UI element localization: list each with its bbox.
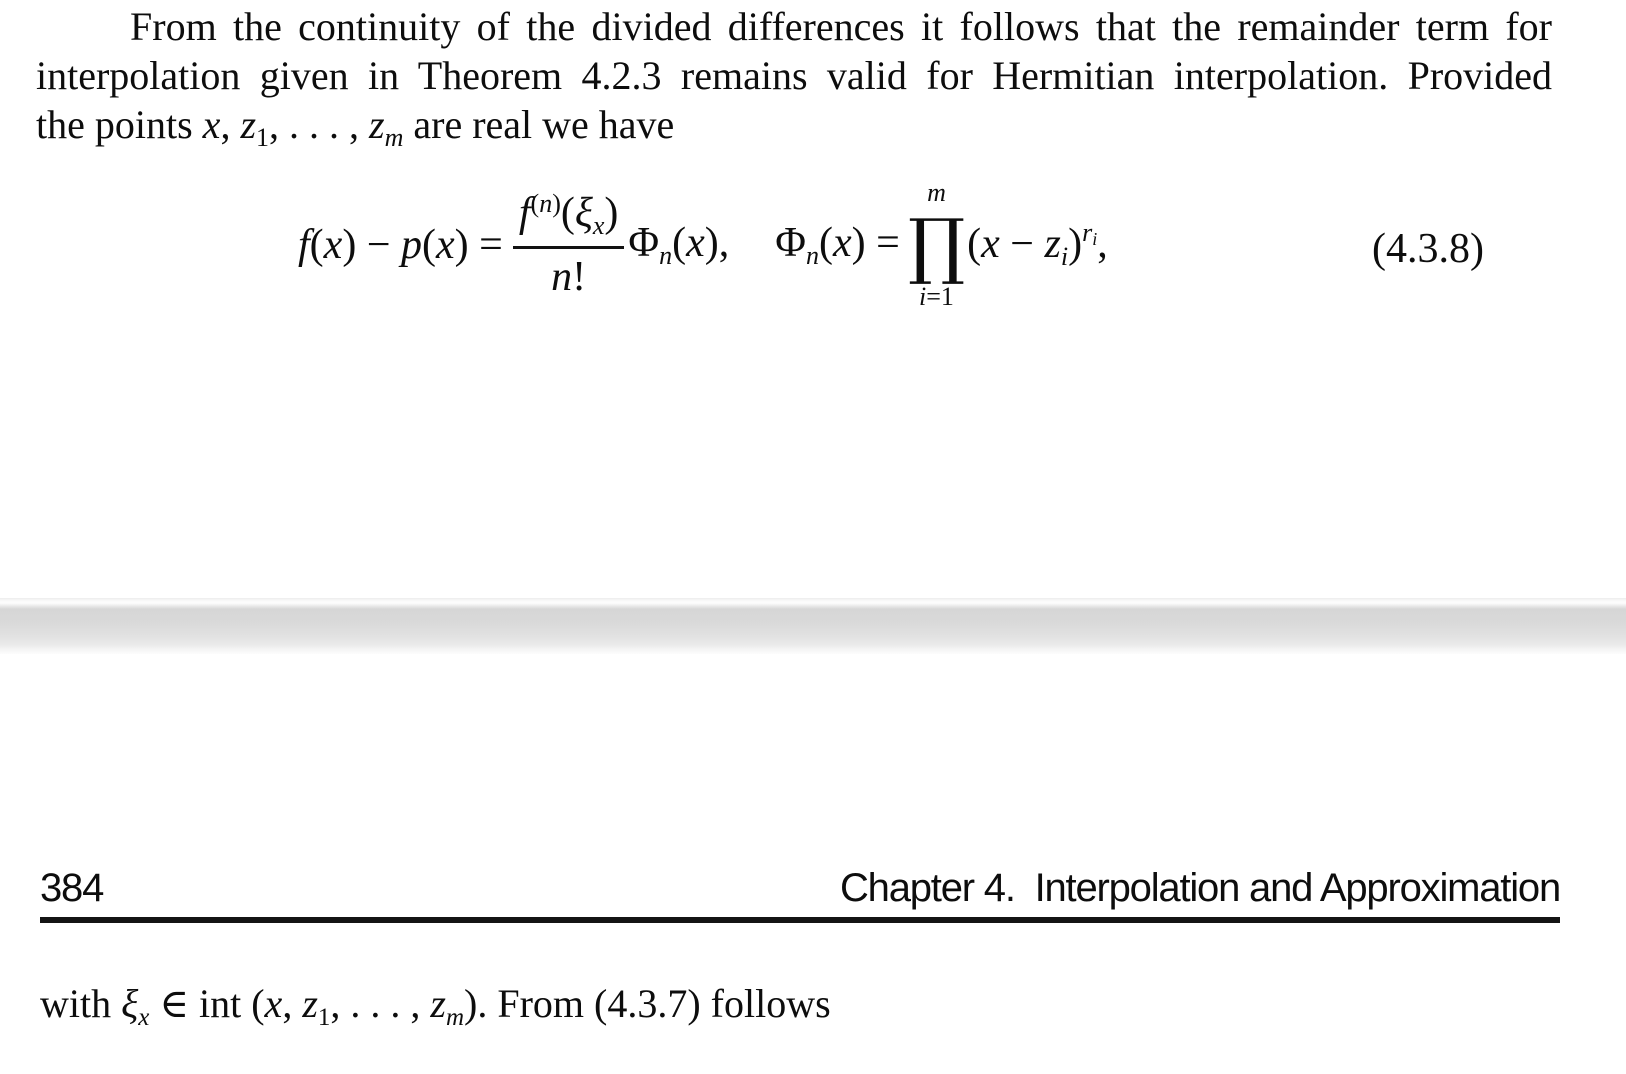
paragraph-line-2: interpolation given in Theorem 4.2.3 remains valid for Hermitian interpolation. Provided (36, 53, 1552, 98)
derivative-order-sup (531, 189, 561, 218)
paren: ) (552, 189, 561, 218)
product-symbol: ∏ (907, 203, 966, 287)
paren: ) (604, 190, 619, 236)
math-var-n: n (551, 254, 573, 300)
math-var-x: x (832, 220, 852, 266)
math-var-zm: z (430, 981, 446, 1026)
display-equation-438 (298, 178, 1108, 312)
math-var-x: x (981, 221, 1000, 267)
line3-tail: are real we have (403, 102, 675, 147)
header-rule (40, 917, 1560, 923)
page-number: 384 (40, 866, 104, 910)
math-var-z1: z (302, 981, 318, 1026)
line3-text: the points (36, 102, 203, 147)
paren: ( (818, 220, 833, 266)
math-var-z: z (1044, 221, 1061, 267)
line3-dots: , . . . , (269, 102, 370, 147)
paren: ) (1068, 221, 1083, 267)
product-operator (908, 180, 965, 310)
math-var-f: f (298, 222, 310, 268)
equation-number: (4.3.8) (1372, 226, 1484, 272)
paren-period: ). (464, 981, 498, 1026)
paren-comma: ), (704, 220, 730, 266)
math-sub-1: 1 (256, 123, 270, 152)
line-text: From (4.3.7) follows (497, 981, 831, 1026)
math-var-x: x (436, 222, 455, 268)
fraction-numerator (513, 189, 625, 246)
paren: ( (422, 222, 437, 268)
math-sub-m: m (384, 123, 404, 152)
math-var-phi: Φ (628, 220, 660, 266)
ellipsis: , . . . , (330, 981, 431, 1026)
math-var-i: i (919, 282, 927, 311)
math-var-z1: z (240, 102, 257, 147)
paren: ( (251, 981, 265, 1026)
math-sub-i: i (1060, 242, 1069, 271)
body-paragraph (36, 2, 1552, 162)
comma: , (282, 981, 303, 1026)
math-sub-n: n (805, 241, 819, 270)
math-sub-n: n (659, 241, 673, 270)
equals-op: ) = (454, 222, 503, 268)
exponent-ri (1082, 218, 1097, 247)
product-factor (967, 218, 1108, 272)
math-var-n: n (539, 189, 553, 218)
phi-term-1 (628, 219, 729, 271)
fraction (513, 189, 625, 301)
math-sub-x: x (138, 1004, 150, 1031)
math-var-x: x (686, 220, 705, 266)
math-var-p: p (401, 222, 423, 268)
math-var-x: x (202, 102, 221, 147)
chapter-running-head: Chapter 4. Interpolation and Approximation (839, 866, 1560, 910)
math-var-x: x (264, 981, 283, 1026)
product-lower-limit (919, 284, 954, 310)
factorial-sign: ! (572, 254, 587, 300)
math-sub-1: 1 (317, 1004, 331, 1031)
equation-lhs (298, 221, 503, 269)
paragraph-line-3 (36, 100, 1552, 162)
paren: ( (560, 190, 575, 236)
paragraph-line-1: From the continuity of the divided differences it follows that the remainder term for (130, 4, 1552, 49)
fraction-denominator (551, 249, 586, 301)
paren: ( (530, 189, 540, 218)
first-body-line (40, 980, 831, 1042)
minus-op: ) − (342, 222, 402, 268)
math-var-xi: ξ (574, 190, 593, 236)
page-gap-separator (0, 598, 1626, 654)
line-text: with (40, 981, 122, 1026)
math-sub-m: m (445, 1004, 465, 1031)
paren: ( (672, 220, 687, 266)
lower-limit-value: =1 (926, 282, 954, 311)
product-upper-limit: m (927, 178, 946, 207)
element-of-op: ∈ int (149, 981, 252, 1026)
comma: , (1097, 221, 1108, 267)
math-sub-i: i (1092, 229, 1098, 249)
equals-op: ) = (851, 220, 900, 266)
line3-sep: , (220, 102, 241, 147)
math-var-xi: ξ (121, 981, 139, 1026)
phi-term-2 (775, 219, 900, 271)
math-var-r: r (1082, 218, 1093, 247)
math-var-x: x (323, 222, 343, 268)
minus-op: − (999, 221, 1045, 267)
math-var-zm: z (369, 102, 385, 147)
math-sub-x: x (592, 211, 605, 240)
paren: ( (967, 221, 982, 267)
math-var-phi: Φ (775, 220, 806, 266)
paren: ( (309, 222, 324, 268)
math-var-f: f (518, 190, 531, 236)
